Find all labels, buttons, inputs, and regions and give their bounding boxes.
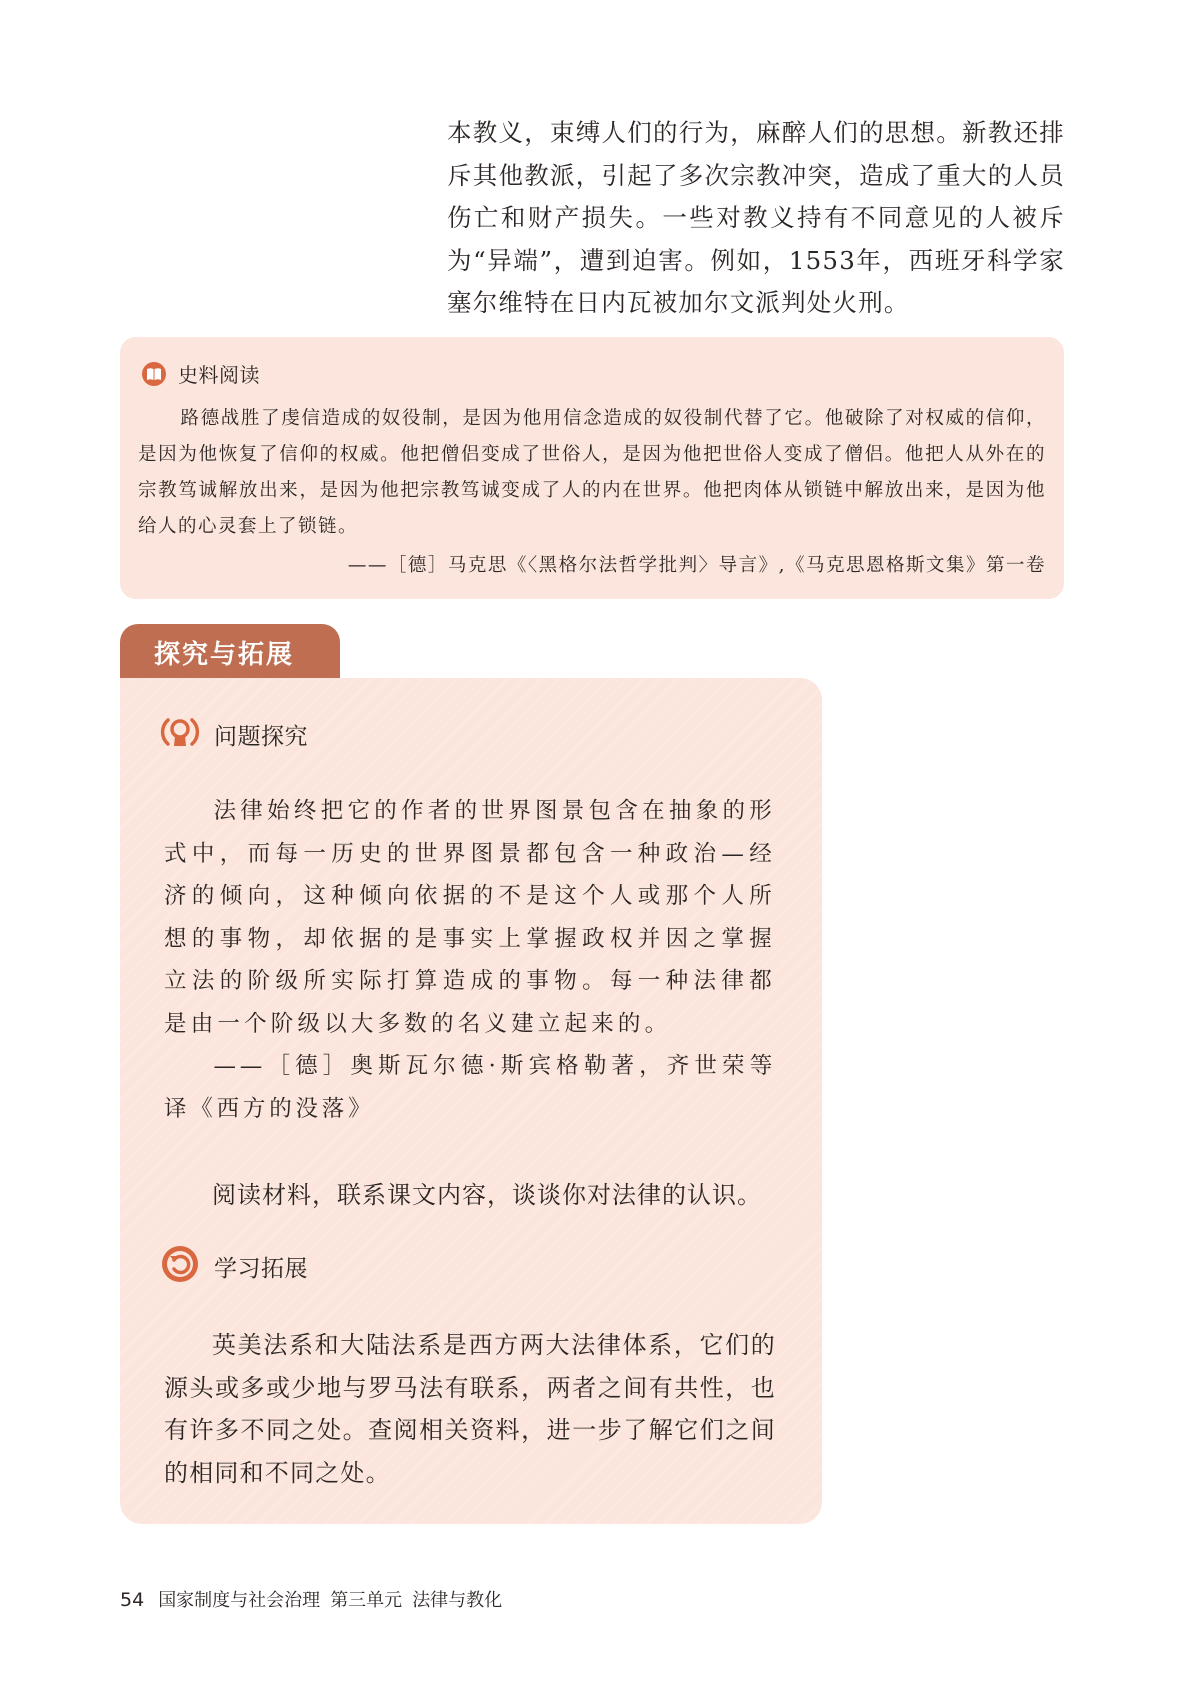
source-reading-citation: ——［德］马克思《〈黑格尔法哲学批判〉导言》,《马克思恩格斯文集》第一卷 bbox=[347, 555, 1046, 576]
source-reading-header bbox=[142, 359, 260, 388]
page-number: 54 bbox=[120, 1589, 145, 1611]
explore-tab bbox=[120, 624, 340, 680]
inquiry-citation: ——［德］奥斯瓦尔德·斯宾格勒著，齐世荣等译《西方的没落》 bbox=[164, 1053, 776, 1122]
explore-box bbox=[120, 678, 822, 1524]
source-reading-title: 史料阅读 bbox=[178, 363, 260, 387]
inquiry-header bbox=[160, 712, 308, 756]
source-reading-box bbox=[120, 337, 1064, 599]
extension-title: 学习拓展 bbox=[214, 1255, 308, 1282]
extension-header bbox=[160, 1244, 308, 1288]
inquiry-title: 问题探究 bbox=[214, 723, 308, 750]
unit-label: 第三单元 bbox=[330, 1590, 403, 1611]
intro-paragraph bbox=[447, 112, 1065, 325]
inquiry-text: 法律始终把它的作者的世界图景包含在抽象的形式中，而每一历史的世界图景都包含一种政治—经济的倾向，这种倾向依据的不是这个人或那个人所想的事物，却依据的是事实上掌握政权并因之掌握立法的阶级所实际打算造成的事物。每一种法律都是由一个阶级以大多数的名义建立起来的。 bbox=[164, 798, 776, 1037]
inquiry-icon bbox=[160, 712, 200, 756]
book-title: 国家制度与社会治理 bbox=[158, 1590, 321, 1611]
unit-title: 法律与教化 bbox=[412, 1590, 503, 1611]
extension-text: 英美法系和大陆法系是西方两大法律体系，它们的源头或多或少地与罗马法有联系，两者之间有共性，也有许多不同之处。查阅相关资料，进一步了解它们之间的相同和不同之处。 bbox=[164, 1331, 776, 1487]
page-footer bbox=[120, 1586, 512, 1612]
intro-text: 本教义，束缚人们的行为，麻醉人们的思想。新教还排斥其他教派，引起了多次宗教冲突，造成了重大的人员伤亡和财产损失。一些对教义持有不同意见的人被斥为“异端”，遭到迫害。例如，1553年，西班牙科学家塞尔维特在日内瓦被加尔文派判处火刑。 bbox=[447, 118, 1065, 317]
book-icon bbox=[142, 362, 166, 386]
explore-tab-label: 探究与拓展 bbox=[154, 640, 295, 670]
extension-icon bbox=[160, 1244, 200, 1288]
inquiry-task: 阅读材料，联系课文内容，谈谈你对法律的认识。 bbox=[212, 1181, 762, 1209]
source-reading-text: 路德战胜了虔信造成的奴役制，是因为他用信念造成的奴役制代替了它。他破除了对权威的信仰，是因为他恢复了信仰的权威。他把僧侣变成了世俗人，是因为他把世俗人变成了僧侣。他把人从外在的宗教笃诚解放出来，是因为他把宗教笃诚变成了人的内在世界。他把肉体从锁链中解放出来，是因为他给人的心灵套上了锁链。 bbox=[138, 408, 1046, 537]
